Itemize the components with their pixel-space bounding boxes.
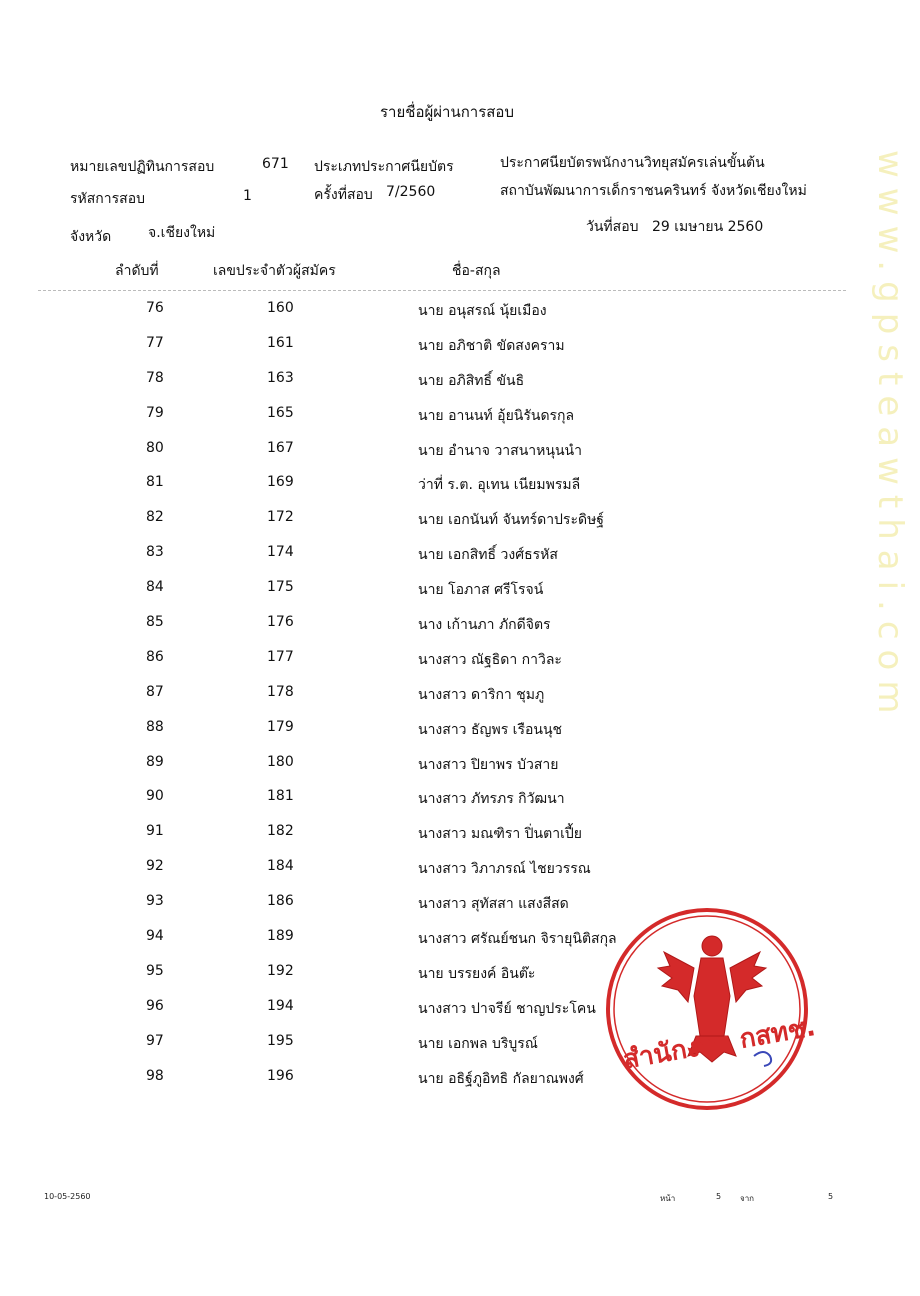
province-value: จ.เชียงใหม่ xyxy=(148,225,216,241)
row-number: 78 xyxy=(146,369,164,386)
applicant-name: นางสาว ภัทรภร กิวัฒนา xyxy=(418,791,565,808)
table-row xyxy=(0,610,920,645)
applicant-name: นางสาว มณฑิรา ปิ่นตาเปี้ย xyxy=(418,826,582,843)
row-number: 98 xyxy=(146,1067,164,1084)
table-row xyxy=(0,331,920,366)
applicant-id: 181 xyxy=(267,788,294,805)
institute: สถาบันพัฒนาการเด็กราชนครินทร์ จังหวัดเชียงใหม่ xyxy=(500,183,807,199)
table-row xyxy=(0,366,920,401)
applicant-name: นาย อธิฐ์ภูอิทธิ กัลยาณพงศ์ xyxy=(418,1070,584,1087)
applicant-id: 184 xyxy=(267,858,294,875)
applicant-name: ว่าที่ ร.ต. อุเทน เนียมพรมลี xyxy=(418,477,581,494)
applicant-name: นางสาว สุทัสสา แสงสีสด xyxy=(418,896,569,913)
applicant-name: นางสาว ธัญพร เรือนนุช xyxy=(418,721,563,738)
row-number: 95 xyxy=(146,962,164,979)
footer-page-total: 5 xyxy=(828,1192,834,1201)
table-row xyxy=(0,470,920,505)
applicant-id: 176 xyxy=(267,614,294,631)
row-number: 91 xyxy=(146,823,164,840)
table-row xyxy=(0,854,920,889)
round-value: 7/2560 xyxy=(386,184,436,200)
table-row xyxy=(0,436,920,471)
applicant-id: 177 xyxy=(267,648,294,665)
type-label: ประเภทประกาศนียบัตร xyxy=(314,159,454,175)
province-label: จังหวัด xyxy=(70,229,112,245)
applicant-name: นาย อภิสิทธิ์ ขันธิ xyxy=(418,372,525,389)
applicant-name: นางสาว วิภาภรณ์ ไชยวรรณ xyxy=(418,861,591,878)
exam-code-value: 1 xyxy=(243,188,252,204)
applicant-name: นาย อภิชาติ ขัดสงคราม xyxy=(418,337,565,354)
row-number: 85 xyxy=(146,614,164,631)
row-number: 81 xyxy=(146,474,164,491)
table-row xyxy=(0,401,920,436)
row-number: 92 xyxy=(146,858,164,875)
row-number: 93 xyxy=(146,893,164,910)
exam-date-label: วันที่สอบ xyxy=(586,219,639,235)
applicant-id: 167 xyxy=(267,439,294,456)
table-row xyxy=(0,750,920,785)
cert-name: ประกาศนียบัตรพนักงานวิทยุสมัครเล่นขั้นต้น xyxy=(500,155,765,171)
table-row xyxy=(0,680,920,715)
applicant-name: นาง เก้านภา ภักดีจิตร xyxy=(418,617,551,634)
office-seal-stamp xyxy=(604,906,810,1112)
exam-date-value: 29 เมษายน 2560 xyxy=(652,219,764,235)
applicant-id: 194 xyxy=(267,997,294,1014)
stamp-text: สำนักงาน กสทช. xyxy=(621,1012,818,1076)
row-number: 94 xyxy=(146,928,164,945)
applicant-name: นางสาว ดาริกา ชุมภู xyxy=(418,686,545,703)
applicant-id: 174 xyxy=(267,544,294,561)
applicant-id: 161 xyxy=(267,334,294,351)
applicant-name: นาย อำนาจ วาสนาหนุนนำ xyxy=(418,442,582,459)
header-divider xyxy=(38,290,846,291)
footer-page-no: 5 xyxy=(716,1192,722,1201)
table-row xyxy=(0,505,920,540)
applicant-name: นาย เอกพล บริบูรณ์ xyxy=(418,1035,538,1052)
table-row xyxy=(0,540,920,575)
table-row xyxy=(0,784,920,819)
applicant-name: นาย โอภาส ศรีโรจน์ xyxy=(418,582,544,599)
applicant-name: นางสาว ศรัณย์ชนก จิรายุนิติสกุล xyxy=(418,931,617,948)
row-number: 76 xyxy=(146,300,164,316)
table-row xyxy=(0,296,920,331)
watermark: www.gpsteawthai.com xyxy=(870,150,910,724)
row-number: 77 xyxy=(146,334,164,351)
row-number: 83 xyxy=(146,544,164,561)
row-number: 88 xyxy=(146,718,164,735)
row-number: 90 xyxy=(146,788,164,805)
column-header-id: เลขประจำตัวผู้สมัคร xyxy=(213,263,336,279)
row-number: 80 xyxy=(146,439,164,456)
applicant-id: 160 xyxy=(267,300,294,316)
round-label: ครั้งที่สอบ xyxy=(314,187,373,203)
applicant-id: 180 xyxy=(267,753,294,770)
applicant-id: 179 xyxy=(267,718,294,735)
applicant-id: 182 xyxy=(267,823,294,840)
page-title: รายชื่อผู้ผ่านการสอบ xyxy=(380,103,514,121)
footer-page-label: หน้า xyxy=(660,1194,676,1203)
row-number: 84 xyxy=(146,579,164,596)
row-number: 87 xyxy=(146,683,164,700)
applicant-id: 196 xyxy=(267,1067,294,1084)
applicant-name: นาย เอกสิทธิ์ วงศ์ธรหัส xyxy=(418,547,558,564)
row-number: 97 xyxy=(146,1032,164,1049)
column-header-name: ชื่อ-สกุล xyxy=(452,263,501,279)
applicant-name: นางสาว ปาจรีย์ ชาญประโคน xyxy=(418,1000,596,1017)
table-row xyxy=(0,819,920,854)
applicant-name: นาย บรรยงค์ อินต๊ะ xyxy=(418,965,536,982)
row-number: 79 xyxy=(146,404,164,421)
table-row xyxy=(0,645,920,680)
applicant-id: 195 xyxy=(267,1032,294,1049)
applicant-id: 186 xyxy=(267,893,294,910)
applicant-name: นาย อานนท์ อุ้ยนิรันดรกุล xyxy=(418,407,575,424)
applicant-id: 175 xyxy=(267,579,294,596)
applicant-name: นาย อนุสรณ์ นุ้ยเมือง xyxy=(418,303,547,319)
applicant-id: 192 xyxy=(267,962,294,979)
row-number: 96 xyxy=(146,997,164,1014)
applicant-name: นาย เอกนันท์ จันทร์ดาประดิษฐ์ xyxy=(418,512,605,529)
applicant-name: นางสาว ปิยาพร บัวสาย xyxy=(418,756,559,773)
applicant-id: 178 xyxy=(267,683,294,700)
applicant-id: 172 xyxy=(267,509,294,526)
applicant-name: นางสาว ณัฐธิดา กาวิละ xyxy=(418,651,562,668)
applicant-id: 165 xyxy=(267,404,294,421)
footer-of-label: จาก xyxy=(740,1194,755,1203)
license-label: หมายเลขปฏิทินการสอบ xyxy=(70,159,215,175)
footer-date: 10-05-2560 xyxy=(44,1192,91,1201)
applicant-id: 189 xyxy=(267,928,294,945)
table-row xyxy=(0,715,920,750)
row-number: 89 xyxy=(146,753,164,770)
applicant-id: 163 xyxy=(267,369,294,386)
column-header-no: ลำดับที่ xyxy=(115,263,159,279)
license-value: 671 xyxy=(262,156,289,172)
row-number: 86 xyxy=(146,648,164,665)
row-number: 82 xyxy=(146,509,164,526)
table-row xyxy=(0,575,920,610)
exam-code-label: รหัสการสอบ xyxy=(70,191,145,207)
applicant-id: 169 xyxy=(267,474,294,491)
